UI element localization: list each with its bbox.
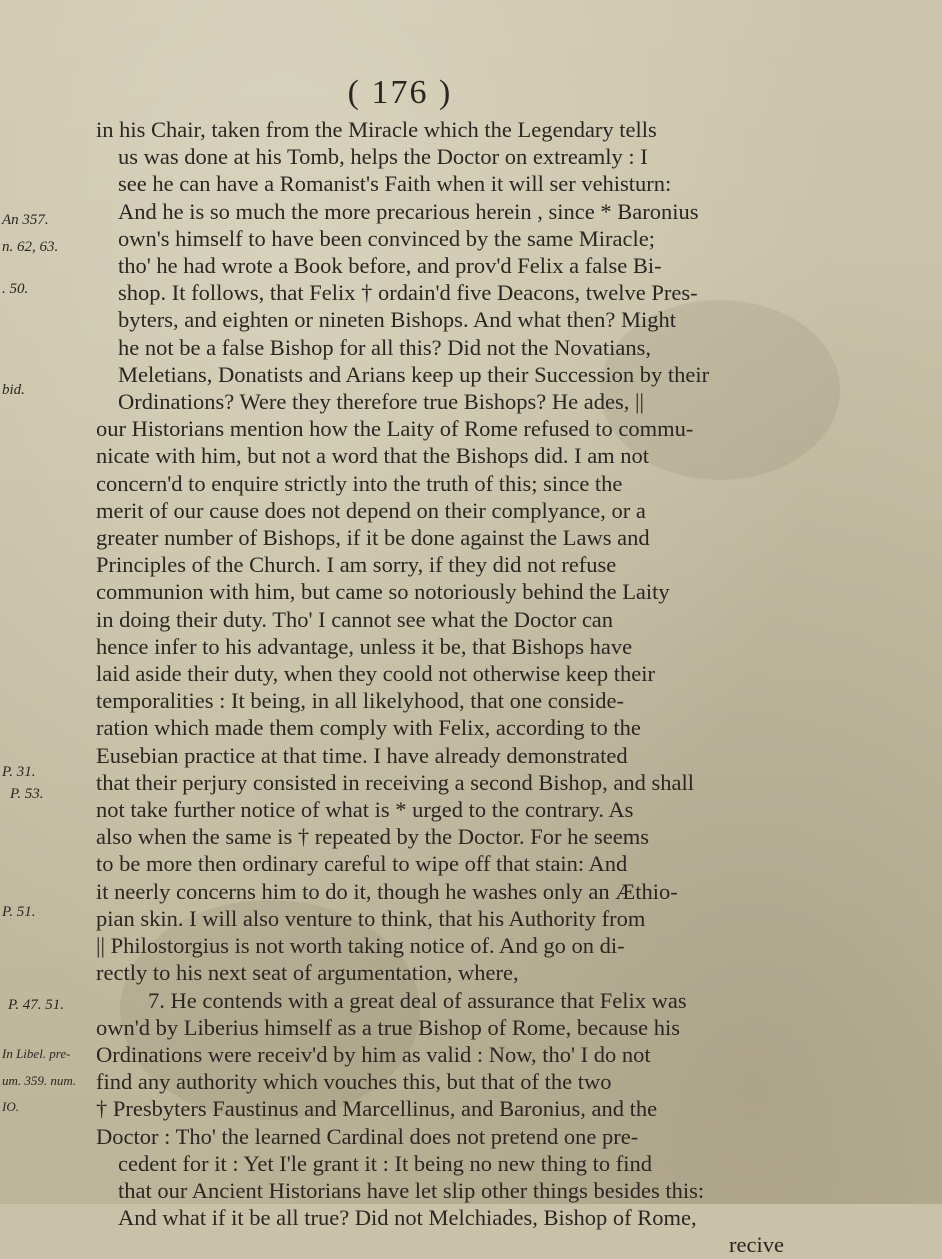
text-line: to be more then ordinary careful to wipe off that stain: And xyxy=(96,851,628,877)
text-line: he not be a false Bishop for all this? Did not the Novatians, xyxy=(118,334,652,360)
text-line: And what if it be all true? Did not Melchiades, Bishop of Rome, xyxy=(118,1205,697,1231)
margin-note: bid. xyxy=(2,382,25,398)
text-line: tho' he had wrote a Book before, and prov'd Felix a false Bi- xyxy=(118,253,662,279)
margin-note: An 357. xyxy=(2,212,49,228)
text-line: shop. It follows, that Felix † ordain'd five Deacons, twelve Pres- xyxy=(118,280,698,306)
text-line: that their perjury consisted in receiving a second Bishop, and shall xyxy=(96,769,694,795)
margin-note: . 50. xyxy=(2,281,29,297)
text-line: nicate with him, but not a word that the Bishops did. I am not xyxy=(96,443,650,469)
text-line: merit of our cause does not depend on their complyance, or a xyxy=(96,497,646,523)
text-line: 7. He contends with a great deal of assurance that Felix was xyxy=(148,987,687,1013)
text-line: pian skin. I will also venture to think, that his Authority from xyxy=(96,905,646,931)
text-line: concern'd to enquire strictly into the truth of this; since the xyxy=(96,470,623,496)
text-line: not take further notice of what is * urged to the contrary. As xyxy=(96,797,634,823)
catchword: recive xyxy=(729,1232,784,1258)
text-line: Ordinations were receiv'd by him as valid : Now, tho' I do not xyxy=(96,1041,651,1067)
text-line: Meletians, Donatists and Arians keep up their Succession by their xyxy=(118,361,710,387)
text-line: † Presbyters Faustinus and Marcellinus, and Baronius, and the xyxy=(96,1096,658,1122)
text-line: us was done at his Tomb, helps the Doctor on extreamly : I xyxy=(118,144,648,170)
text-line: ration which made them comply with Felix, according to the xyxy=(96,715,641,741)
text-line: that our Ancient Historians have let slip other things besides this: xyxy=(118,1177,705,1203)
margin-note: P. 47. 51. xyxy=(8,997,64,1013)
text-line: byters, and eighten or nineten Bishops. And what then? Might xyxy=(118,307,677,333)
margin-note: P. 51. xyxy=(2,904,36,920)
text-line: it neerly concerns him to do it, though he washes only an Æthio- xyxy=(96,878,678,904)
text-line: Principles of the Church. I am sorry, if they did not refuse xyxy=(96,552,617,578)
margin-note: P. 31. xyxy=(2,764,36,780)
text-line: hence infer to his advantage, unless it be, that Bishops have xyxy=(96,633,633,659)
text-line: And he is so much the more precarious herein , since * Baronius xyxy=(118,198,699,224)
text-line: || Philostorgius is not worth taking notice of. And go on di- xyxy=(96,933,625,959)
margin-note: In Libel. pre- xyxy=(2,1046,71,1061)
text-line: Eusebian practice at that time. I have already demonstrated xyxy=(96,742,628,768)
margin-note: um. 359. num. xyxy=(2,1073,77,1088)
text-line: in doing their duty. Tho' I cannot see what the Doctor can xyxy=(96,606,614,632)
text-line: find any authority which vouches this, but that of the two xyxy=(96,1069,612,1095)
text-line: rectly to his next seat of argumentation, where, xyxy=(96,960,519,986)
text-line: our Historians mention how the Laity of Rome refused to commu- xyxy=(96,416,694,442)
body-text xyxy=(96,116,796,1259)
margin-note: IO. xyxy=(2,1099,19,1114)
text-line: own's himself to have been convinced by the same Miracle; xyxy=(118,225,656,251)
text-line: cedent for it : Yet I'le grant it : It being no new thing to find xyxy=(118,1150,652,1176)
text-line: laid aside their duty, when they coold not otherwise keep their xyxy=(96,661,656,687)
text-line: Doctor : Tho' the learned Cardinal does not pretend one pre- xyxy=(96,1123,639,1149)
text-line: in his Chair, taken from the Miracle which the Legendary tells xyxy=(96,117,657,142)
text-line: own'd by Liberius himself as a true Bishop of Rome, because his xyxy=(96,1014,680,1040)
text-line: greater number of Bishops, if it be done against the Laws and xyxy=(96,525,650,551)
margin-note: n. 62, 63. xyxy=(2,239,59,255)
text-line: see he can have a Romanist's Faith when it will ser vehisturn: xyxy=(118,171,672,197)
margin-note: P. 53. xyxy=(10,786,44,802)
text-line: Ordinations? Were they therefore true Bishops? He ades, || xyxy=(118,389,644,415)
text-line: also when the same is † repeated by the Doctor. For he seems xyxy=(96,824,649,850)
page-number: ( 176 ) xyxy=(347,74,453,111)
text-line: temporalities : It being, in all likelyhood, that one conside- xyxy=(96,688,625,714)
text-line: communion with him, but came so notoriously behind the Laity xyxy=(96,579,670,605)
